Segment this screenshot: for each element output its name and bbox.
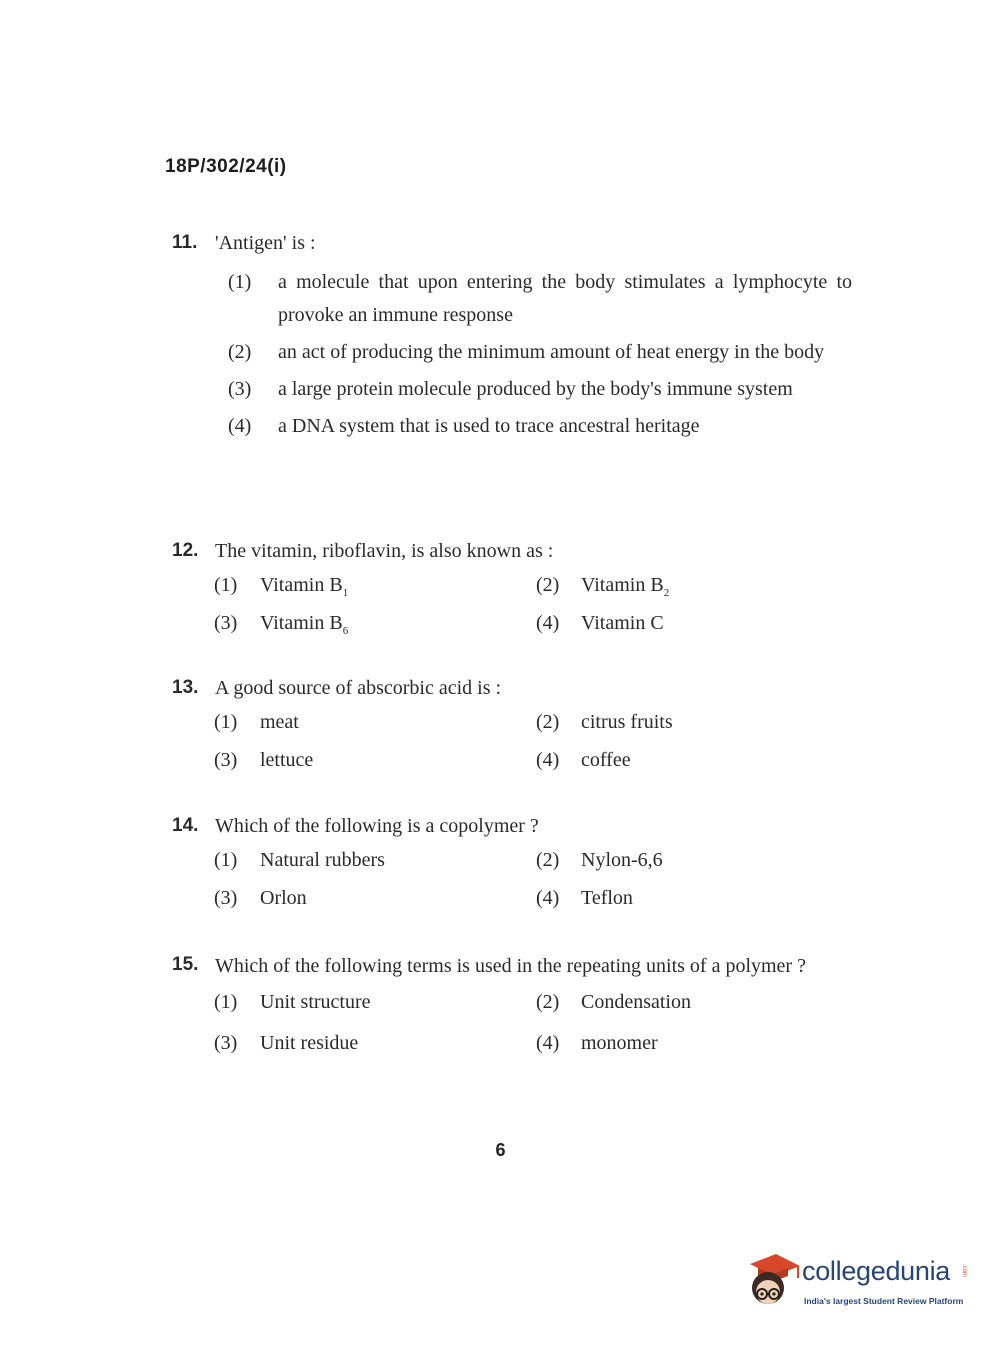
option-text: citrus fruits [581,711,673,733]
brand-watermark[interactable] [742,1250,972,1320]
option-subscript: 1 [342,587,349,599]
option-text: Natural rubbers [260,849,385,871]
options-row [172,711,852,749]
option-number: (4) [228,415,252,437]
option-text: Unit residue [260,1032,359,1054]
option-number: (4) [536,612,560,634]
question-stem [172,811,852,841]
question-number: 13. [172,677,199,698]
option [172,336,852,369]
options-grid [172,849,852,925]
option-text: Orlon [260,887,307,909]
question-14 [172,811,852,925]
brand-name: collegedunia [802,1256,951,1286]
option-text: Vitamin C [581,612,664,634]
brand-dotcom: .com [961,1264,967,1278]
option [172,373,852,406]
mascot-logo-icon [742,1250,802,1312]
options-grid [172,574,852,650]
option-text: coffee [581,749,631,771]
option-number: (1) [214,574,238,596]
option-number: (1) [228,271,252,293]
question-stem [172,673,852,703]
options-row [172,612,852,650]
option-number: (4) [536,887,560,909]
option-number: (2) [536,849,560,871]
option-text: meat [260,711,299,733]
option-number: (2) [228,341,252,363]
option-text: Nylon-6,6 [581,849,663,871]
option-text: Vitamin $B_6$ [260,612,349,637]
page-number: 6 [495,1140,506,1160]
question-text: Which of the following is a copolymer ? [215,815,539,837]
brand-tagline: India's largest Student Review Platform [804,1296,964,1306]
option-number: (3) [228,378,252,400]
option [172,266,852,332]
option-number: (2) [536,574,560,596]
question-stem [172,536,852,566]
question-text: The vitamin, riboflavin, is also known as : [215,540,554,562]
option-number: (1) [214,991,238,1013]
question-stem [172,950,852,983]
question-number: 15. [172,954,199,975]
option-number: (4) [536,749,560,771]
option-text: Vitamin $B_2$ [581,574,670,599]
option-number: (2) [536,711,560,733]
option-text: Unit structure [260,991,371,1013]
option-text: Teflon [581,887,633,909]
options-list [172,266,852,443]
question-text: 'Antigen' is : [215,232,316,254]
question-number: 14. [172,815,199,836]
option-number: (3) [214,612,238,634]
options-row [172,1032,852,1070]
options-row [172,849,852,887]
question-number: 11. [172,232,198,253]
option-number: (3) [214,1032,238,1054]
question-stem [172,228,852,258]
option-subscript: 2 [663,587,670,599]
option-number: (1) [214,711,238,733]
options-row [172,749,852,787]
options-grid [172,711,852,787]
option-number: (4) [536,1032,560,1054]
question-11 [172,228,852,447]
option-number: (3) [214,887,238,909]
question-text: Which of the following terms is used in the repeating units of a polymer ? [215,955,806,977]
option-text: Vitamin $B_1$ [260,574,349,599]
option-text: a large protein molecule produced by the body's immune system [278,378,793,400]
question-12 [172,536,852,650]
question-number: 12. [172,540,199,561]
option-number: (3) [214,749,238,771]
options-row [172,991,852,1032]
option-text: Condensation [581,991,691,1013]
option [172,410,852,443]
option-text: monomer [581,1032,658,1054]
question-13 [172,673,852,787]
question-15 [172,950,852,1070]
options-grid [172,991,852,1070]
option-subscript: 6 [342,625,349,637]
option-number: (1) [214,849,238,871]
options-row [172,574,852,612]
option-text: lettuce [260,749,314,771]
option-text: an act of producing the minimum amount of heat energy in the body [278,341,825,363]
paper-code: 18P/302/24(i) [165,156,287,177]
options-row [172,887,852,925]
option-number: (2) [536,991,560,1013]
option-text: a molecule that upon entering the body stimulates a lymphocyte to provoke an immune response [278,271,852,326]
option-text: a DNA system that is used to trace ancestral heritage [278,415,700,437]
question-text: A good source of abscorbic acid is : [215,677,502,699]
